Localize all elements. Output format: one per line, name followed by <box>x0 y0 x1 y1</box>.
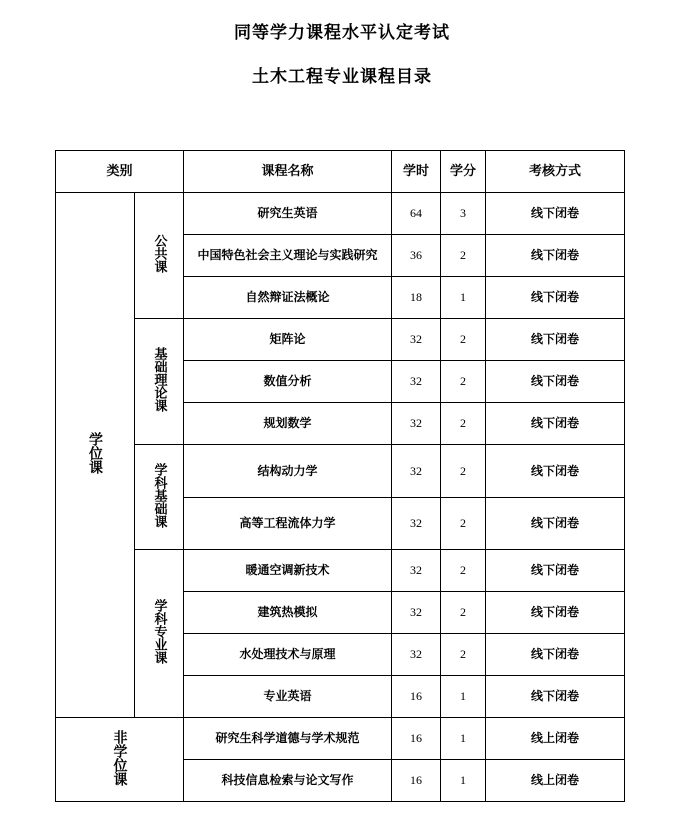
hours-cell: 32 <box>392 403 441 445</box>
course-name-cell: 规划数学 <box>184 403 392 445</box>
course-name-cell: 暖通空调新技术 <box>184 550 392 592</box>
exam-method-cell: 线下闭卷 <box>486 403 625 445</box>
subgroup-discipline-basic-courses <box>135 445 184 550</box>
table-row <box>56 550 625 592</box>
course-name-cell: 自然辩证法概论 <box>184 277 392 319</box>
hours-cell: 36 <box>392 235 441 277</box>
hours-cell: 64 <box>392 193 441 235</box>
group-non-degree-courses <box>56 718 184 802</box>
course-name-cell: 水处理技术与原理 <box>184 634 392 676</box>
course-catalog-table <box>55 150 625 802</box>
header-hours: 学时 <box>392 151 441 193</box>
hours-cell: 16 <box>392 718 441 760</box>
document-subtitle: 土木工程专业课程目录 <box>252 67 432 87</box>
subgroup-public-courses <box>135 193 184 319</box>
hours-cell: 16 <box>392 676 441 718</box>
credits-cell: 2 <box>441 361 486 403</box>
subgroup-discipline-major-courses <box>135 550 184 718</box>
group-degree-label: 学位课 <box>87 432 103 475</box>
header-exam-method: 考核方式 <box>486 151 625 193</box>
hours-cell: 32 <box>392 319 441 361</box>
header-credits: 学分 <box>441 151 486 193</box>
credits-cell: 1 <box>441 277 486 319</box>
subgroup-basic-theory-label: 基础理论课 <box>151 347 167 413</box>
course-name-cell: 研究生英语 <box>184 193 392 235</box>
hours-cell: 32 <box>392 445 441 498</box>
course-name-cell: 研究生科学道德与学术规范 <box>184 718 392 760</box>
course-name-cell: 结构动力学 <box>184 445 392 498</box>
credits-cell: 2 <box>441 592 486 634</box>
group-non-degree-label: 非学位课 <box>111 729 128 786</box>
credits-cell: 2 <box>441 634 486 676</box>
subgroup-public-label: 公共课 <box>151 234 167 274</box>
exam-method-cell: 线下闭卷 <box>486 634 625 676</box>
document-title: 同等学力课程水平认定考试 <box>234 23 450 43</box>
credits-cell: 2 <box>441 319 486 361</box>
course-name-cell: 数值分析 <box>184 361 392 403</box>
exam-method-cell: 线上闭卷 <box>486 718 625 760</box>
course-name-cell: 专业英语 <box>184 676 392 718</box>
subgroup-discipline-basic-label: 学科基础课 <box>151 462 167 528</box>
credits-cell: 1 <box>441 718 486 760</box>
exam-method-cell: 线下闭卷 <box>486 235 625 277</box>
exam-method-cell: 线上闭卷 <box>486 760 625 802</box>
credits-cell: 2 <box>441 498 486 550</box>
credits-cell: 2 <box>441 403 486 445</box>
exam-method-cell: 线下闭卷 <box>486 277 625 319</box>
exam-method-cell: 线下闭卷 <box>486 550 625 592</box>
exam-method-cell: 线下闭卷 <box>486 592 625 634</box>
hours-cell: 32 <box>392 592 441 634</box>
table-row <box>56 193 625 235</box>
course-name-cell: 建筑热模拟 <box>184 592 392 634</box>
subgroup-discipline-major-label: 学科专业课 <box>151 599 167 665</box>
hours-cell: 16 <box>392 760 441 802</box>
hours-cell: 32 <box>392 550 441 592</box>
exam-method-cell: 线下闭卷 <box>486 676 625 718</box>
credits-cell: 1 <box>441 676 486 718</box>
hours-cell: 32 <box>392 634 441 676</box>
group-degree-courses <box>56 193 135 718</box>
subgroup-basic-theory-courses <box>135 319 184 445</box>
header-course-name: 课程名称 <box>184 151 392 193</box>
exam-method-cell: 线下闭卷 <box>486 445 625 498</box>
credits-cell: 2 <box>441 550 486 592</box>
hours-cell: 32 <box>392 498 441 550</box>
exam-method-cell: 线下闭卷 <box>486 361 625 403</box>
exam-method-cell: 线下闭卷 <box>486 319 625 361</box>
exam-method-cell: 线下闭卷 <box>486 193 625 235</box>
credits-cell: 2 <box>441 235 486 277</box>
exam-method-cell: 线下闭卷 <box>486 498 625 550</box>
table-row <box>56 319 625 361</box>
table-row <box>56 718 625 760</box>
table-header-row <box>56 151 625 193</box>
credits-cell: 3 <box>441 193 486 235</box>
credits-cell: 1 <box>441 760 486 802</box>
table-row <box>56 445 625 498</box>
course-name-cell: 中国特色社会主义理论与实践研究 <box>184 235 392 277</box>
hours-cell: 32 <box>392 361 441 403</box>
hours-cell: 18 <box>392 277 441 319</box>
credits-cell: 2 <box>441 445 486 498</box>
course-name-cell: 科技信息检索与论文写作 <box>184 760 392 802</box>
course-name-cell: 高等工程流体力学 <box>184 498 392 550</box>
course-name-cell: 矩阵论 <box>184 319 392 361</box>
header-category: 类别 <box>56 151 184 193</box>
